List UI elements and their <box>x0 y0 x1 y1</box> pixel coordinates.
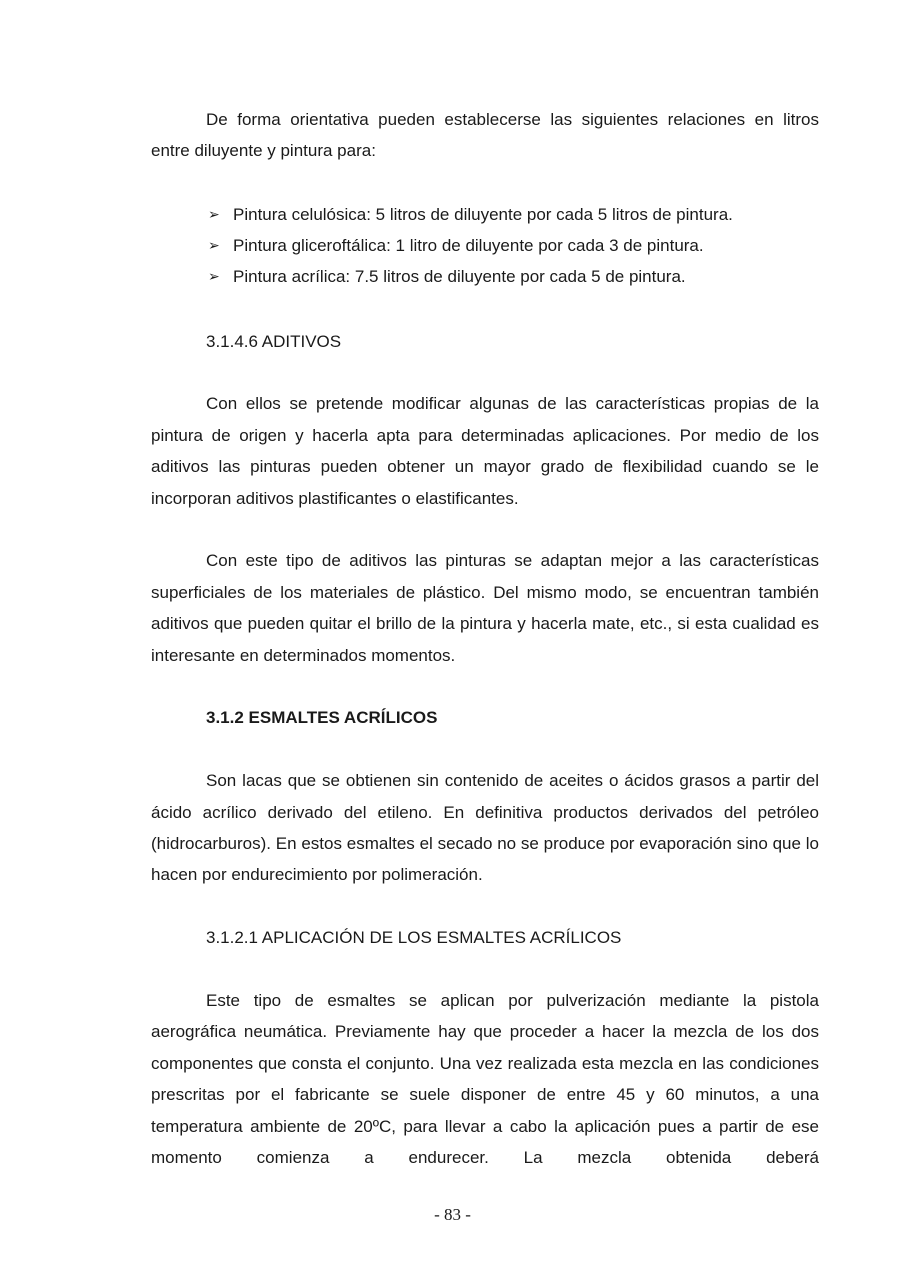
list-item-text: Pintura acrílica: 7.5 litros de diluyente por cada 5 de pintura. <box>233 267 686 287</box>
list-item <box>151 199 819 230</box>
page-body <box>151 104 819 1173</box>
section-heading-esmaltes: 3.1.2 ESMALTES ACRÍLICOS <box>206 708 438 728</box>
list-item <box>151 261 819 292</box>
spacer <box>151 167 819 198</box>
bullet-list-container <box>151 198 819 294</box>
paragraph-intro: De forma orientativa pueden establecerse las siguientes relaciones en litros entre diluyente y pintura para: <box>151 110 819 161</box>
arrow-bullet-icon: ➢ <box>208 237 220 254</box>
spacer <box>151 671 819 702</box>
paragraph-esmaltes-1: Son lacas que se obtienen sin contenido de aceites o ácidos grasos a partir del ácido acrílico derivado del etileno. En definitiva productos derivados del petróleo (hidrocarburos). En estos esmaltes el secado no se produce por evaporación sino que lo hacen por endurecimiento por polimeración. <box>151 771 819 885</box>
paragraph-aditivos-2: Con este tipo de aditivos las pinturas se adaptan mejor a las características superficiales de los materiales de plástico. Del mismo modo, se encuentran también aditivos que pueden quitar el brillo de la pintura y hacerla mate, etc., si esta cualidad es interesante en determinados momentos. <box>151 551 819 665</box>
spacer <box>151 294 819 325</box>
bullet-list <box>151 199 819 292</box>
arrow-bullet-icon: ➢ <box>208 206 220 223</box>
section-heading-aplicacion: 3.1.2.1 APLICACIÓN DE LOS ESMALTES ACRÍLICOS <box>206 928 622 948</box>
spacer <box>151 891 819 922</box>
spacer <box>151 357 819 388</box>
paragraph-aplicacion-1: Este tipo de esmaltes se aplican por pulverización mediante la pistola aerográfica neumática. Previamente hay que proceder a hacer la mezcla de los dos componentes que consta el conjunto. Una vez realizada esta mezcla en las condiciones prescritas por el fabricante se suele disponer de entre 45 y 60 minutos, a una temperatura ambiente de 20ºC, para llevar a cabo la aplicación pues a partir de ese momento comienza a endurecer. La mezcla obtenida deberá <box>151 991 819 1168</box>
spacer <box>151 514 819 545</box>
list-item-text: Pintura gliceroftálica: 1 litro de diluyente por cada 3 de pintura. <box>233 236 704 256</box>
arrow-bullet-icon: ➢ <box>208 268 220 285</box>
spacer <box>151 954 819 985</box>
page-number: - 83 - <box>434 1205 471 1224</box>
section-heading-aditivos: 3.1.4.6 ADITIVOS <box>206 331 342 351</box>
spacer <box>151 734 819 765</box>
list-item-text: Pintura celulósica: 5 litros de diluyente por cada 5 litros de pintura. <box>233 205 733 225</box>
paragraph-aditivos-1: Con ellos se pretende modificar algunas de las características propias de la pintura de origen y hacerla apta para determinadas aplicaciones. Por medio de los aditivos las pinturas pueden obtener un mayor grado de flexibilidad cuando se le incorporan aditivos plastificantes o elastificantes. <box>151 394 819 508</box>
list-item <box>151 230 819 261</box>
